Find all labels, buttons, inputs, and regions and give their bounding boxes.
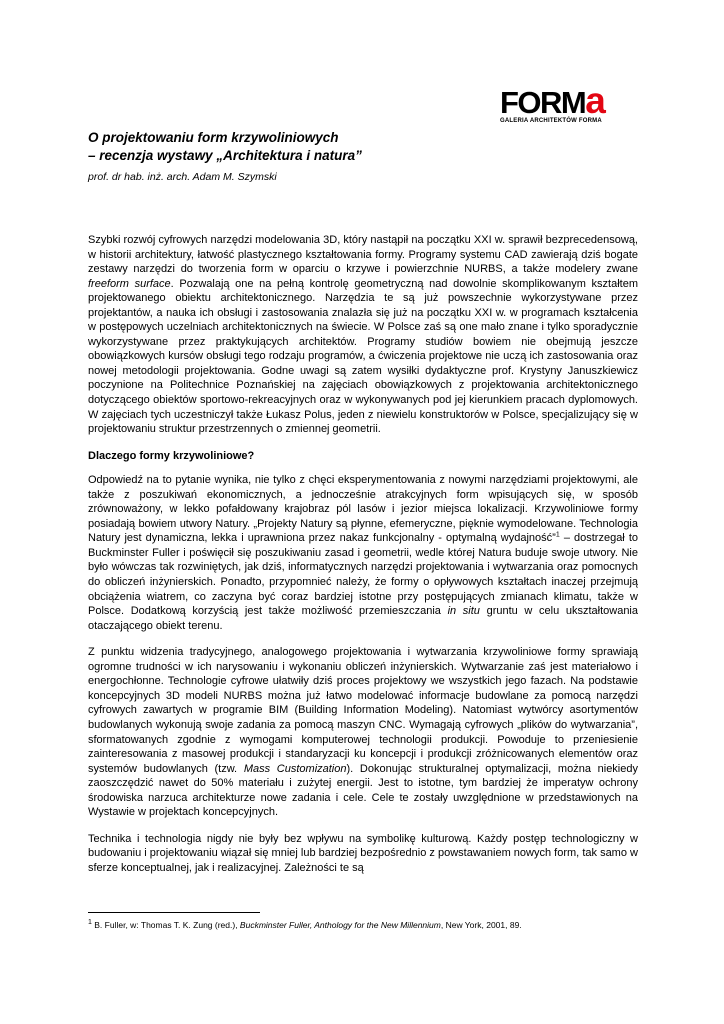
document-title	[88, 129, 648, 165]
logo-wordmark: FORMa	[500, 80, 605, 121]
article-body	[88, 233, 638, 887]
paragraph-3: Z punktu widzenia tradycyjnego, analogowego projektowania i wytwarzania krzywoliniowe formy sprawiają ogromne trudności w ich narysowaniu i wykonaniu obliczeń inżynierskich. Wytwarzanie zaś jest materiałowo i energochłonne. Technologie cyfrowe ułatwiły dziś proces projektowy we wszystkich jego fazach. Na podstawie koncepcyjnych 3D modeli NURBS można już łatwo modelować informacje budowlane za pomocą narzędzi cyfrowych zawartych w programie BIM (Building Information Modeling). Natomiast wytwórcy asortymentów budowlanych wykonują swoje zadania za pomocą maszyn CNC. Wymagają cyfrowych „plików do wytwarzania”, sformatowanych zgodnie z wymogami komputerowej technologii produkcji. Powoduje to przeniesienie zainteresowania z masowej produkcji i standaryzacji ku koncepcji i produkcji zróżnicowanych elementów oraz systemów budowlanych (tzw. Mass Customization). Dokonując strukturalnej optymalizacji, można niekiedy zaoszczędzić nawet do 50% materiału i zużytej energii. Jest to istotne, tym bardziej że imperatyw ochrony środowiska narzuca architekturze nowe zadania i cele. Cele te zostały uwzględnione w przedstawionych na Wystawie w projektach koncepcyjnych.	[88, 646, 638, 819]
paragraph-4: Technika i technologia nigdy nie były bez wpływu na symbolikę kulturową. Każdy postęp technologiczny w budowaniu i projektowaniu wiązał się mniej lub bardziej bezpośrednio z powstawaniem nowych form, tak samo w sferze konceptualnej, jak i realizacyjnej. Zależności te są	[88, 832, 638, 874]
paragraph-2: Odpowiedź na to pytanie wynika, nie tylko z chęci eksperymentowania z nowymi narzędziami projektowymi, ale także z poszukiwań ekonomicznych, a jednocześnie atrakcyjnych form wpisujących się, w sposób zrównoważony, w lekko pofałdowany krajobraz pól lasów i jezior miejsca lokalizacji. Krzywoliniowe formy posiadają bowiem utwory Natury. „Projekty Natury są płynne, efemeryczne, pięknie wymodelowane. Technologia Natury jest dynamiczna, lekka i uprawniona przez nakaz funkcjonalny - optymalną wydajność”$^1$ – dostrzegał to Buckminster Fuller i poświęcił się poszukiwaniu zasad i geometrii, wedle której Natura buduje swoje utwory. Nie było wówczas tak rozwiniętych, jak dziś, informatycznych narzędzi projektowania i wytwarzania oraz pomocnych do obliczeń inżynierskich. Ponadto, przypomnieć należy, że formy o opływowych kształtach inaczej przejmują obciążenia wiatrem, co zaczyna być coraz bardziej istotne przy postępujących zmianach klimatu, także w Polsce. Dodatkową korzyścią jest także możliwość przemieszczania in situ gruntu w celu ukształtowania otaczającego obiekt terenu.	[88, 474, 638, 632]
author-line: prof. dr hab. inż. arch. Adam M. Szymski	[88, 171, 277, 183]
footnote-divider	[88, 912, 260, 913]
paragraph-1: Szybki rozwój cyfrowych narzędzi modelowania 3D, który nastąpił na początku XXI w. sprawił bezprecedensową, w historii architektury, łatwość plastycznego kształtowania formy. Programy systemu CAD zawierają dziś bogate zestawy narzędzi do tworzenia form w oparciu o krzywe i powierzchnie NURBS, a także modelery zwane freeform surface. Pozwalają one na pełną kontrolę geometryczną nad dowolnie skomplikowanym kształtem projektowanego obiektu architektonicznego. Narzędzia te są już powszechnie wykorzystywane przez projektantów, a nauka ich obsługi i zastosowania znalazła się już na początku XXI w. w programach kształcenia w postępowych uczelniach architektonicznych na świecie. W Polsce zaś są one mało znane i tylko sporadycznie wykorzystywane przez praktykujących architektów. Programy studiów bowiem nie obejmują jeszcze obowiązkowych kursów obsługi tego rodzaju programów, a ćwiczenia projektowe nie uczą ich zastosowania oraz nowej metodologii projektowania. Godne uwagi są zatem wysiłki dydaktyczne prof. Krystyny Januszkiewicz poczynione na Politechnice Poznańskiej na zajęciach obowiązkowych z projektowania architektonicznego dotyczącego obiektów sportowo-rekreacyjnych oraz w wykonywanych pod jej kierunkiem pracach dyplomowych. W zajęciach tych uczestniczył także Łukasz Polus, jeden z niewielu konstruktorów w Polsce, specjalizujący się w projektowaniu struktur przestrzennych o zmiennej geometrii.	[88, 234, 638, 436]
title-line-1: O projektowaniu form krzywoliniowych	[88, 130, 339, 145]
footnote-ref: 1	[555, 531, 560, 539]
footnote: $^1$ B. Fuller, w: Thomas T. K. Zung (red.), Buckminster Fuller, Anthology for the New Millennium, New York, 2001, 89.	[88, 919, 522, 930]
section-heading: Dlaczego formy krzywoliniowe?	[88, 449, 255, 462]
forma-logo	[500, 80, 642, 124]
title-line-2: – recenzja wystawy „Architektura i natura”	[88, 148, 362, 163]
logo-subtitle: GALERIA ARCHITEKTÓW FORMA	[500, 118, 602, 124]
